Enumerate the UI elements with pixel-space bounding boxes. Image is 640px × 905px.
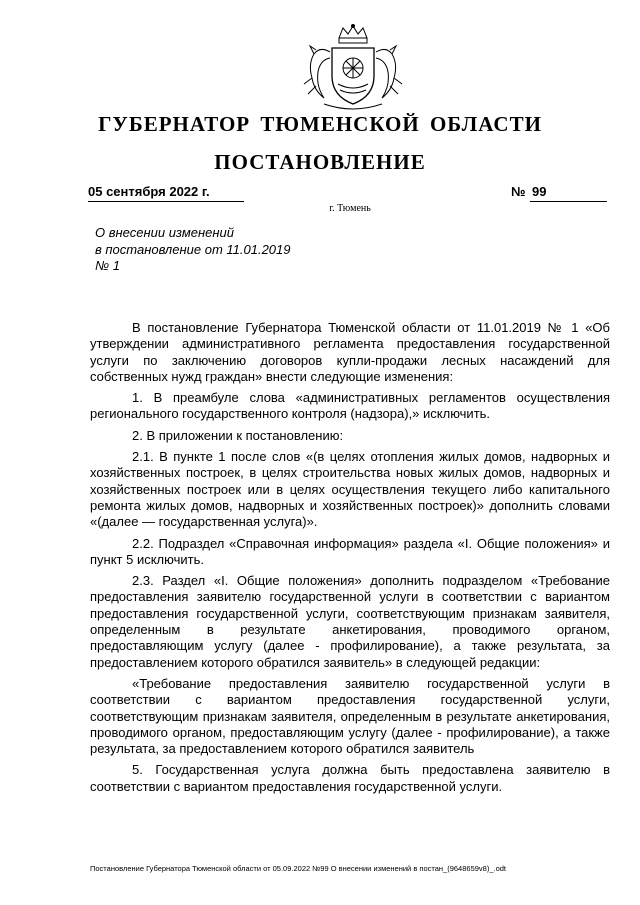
body-paragraph: 2.2. Подраздел «Справочная информация» раздела «I. Общие положения» и пункт 5 исключить. xyxy=(90,535,610,567)
coat-of-arms-emblem xyxy=(294,24,412,112)
subject-line: № 1 xyxy=(95,258,120,273)
body-paragraph: 1. В преамбуле слова «административных регламентов осуществления регионального государственного контроля (надзора),» исключить. xyxy=(90,390,610,422)
subject-line: О внесении изменений xyxy=(95,225,234,240)
document-subject xyxy=(95,225,291,275)
governor-title: ГУБЕРНАТОР ТЮМЕНСКОЙ ОБЛАСТИ xyxy=(98,112,542,136)
document-type: ПОСТАНОВЛЕНИЕ xyxy=(214,150,426,174)
body-paragraph: 5. Государственная услуга должна быть предоставлена заявителю в соответствии с вариантом предоставления государственной услуги. xyxy=(90,762,610,794)
document-body xyxy=(90,320,610,800)
body-paragraph: 2.1. В пункте 1 после слов «(в целях отопления жилых домов, надворных и хозяйственных построек, в целях строительства новых жилых домов, надворных и хозяйственных построек или в целях осуществления текущего либо капитального ремонта жилых домов, надворных и хозяйственных построек)» дополнить словами «(далее — государственная услуга)». xyxy=(90,449,610,530)
body-paragraph: В постановление Губернатора Тюменской области от 11.01.2019 № 1 «Об утверждении административного регламента предоставления государственной услуги по заключению договоров купли-продажи лесных насаждений для собственных нужд граждан» внести следующие изменения: xyxy=(90,320,610,384)
body-paragraph: «Требование предоставления заявителю государственной услуги в соответствии с вариантом предоставления государственной услуги, соответствующим признакам заявителя, определенным в результате анкетирования, проводимого органом, предоставляющим услугу (далее - профилирование), а также результата, за предоставлением которого обратился заявитель xyxy=(90,675,610,757)
page-footer: Постановление Губернатора Тюменской области от 05.09.2022 №99 О внесении изменений в постан_(9648659v8)_.odt xyxy=(90,864,507,873)
city-label: г. Тюмень xyxy=(329,203,371,214)
body-paragraph: 2.3. Раздел «I. Общие положения» дополнить подразделом «Требование предоставления заявителю государственной услуги в соответствии с вариантом предоставления государственной услуги, соответствующим признакам заявителя, определенным в результате анкетирования, проводимого органом, предоставляющим услугу (далее - профилирование), а также результата, за предоставлением которого обратился заявитель» в следующей редакции: xyxy=(90,573,610,670)
body-paragraph: 2. В приложении к постановлению: xyxy=(132,427,344,443)
document-number: 99 xyxy=(530,184,607,202)
document-date: 05 сентября 2022 г. xyxy=(88,184,244,202)
coat-of-arms-icon xyxy=(294,24,412,112)
subject-line: в постановление от 11.01.2019 xyxy=(95,241,291,257)
document-number-label: № xyxy=(511,184,526,199)
